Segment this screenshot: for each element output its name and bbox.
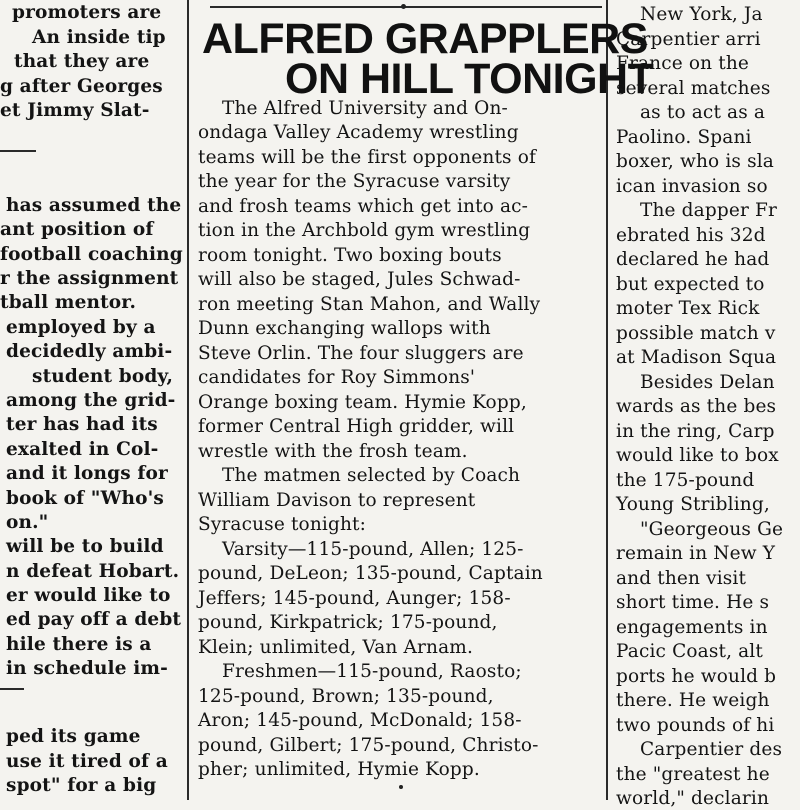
text-line: Paolino. Spani [616,127,752,148]
text-line: remain in New Y [616,543,776,564]
article-line: Syracuse tonight: [198,514,366,535]
end-ornament [399,785,403,789]
article-line: and frosh teams which get into ac- [198,196,529,217]
text-line: decidedly ambi- [6,341,173,362]
text-line: "Georgeous Ge [640,519,784,540]
text-line: g after Georges [0,76,163,97]
rule-ornament [401,4,406,9]
article-line: 125-pound, Brown; 135-pound, [198,686,494,707]
article-line: teams will be the first opponents of [198,147,536,168]
text-line: r the assignment [0,268,179,289]
article-line: Orange boxing team. Hymie Kopp, [198,392,527,413]
article-line: ondaga Valley Academy wrestling [198,122,519,143]
text-line: ports he would b [616,666,777,687]
article-line: Aron; 145-pound, McDonald; 158- [198,710,522,731]
text-line: has assumed the [6,195,182,216]
text-line: moter Tex Rick [616,298,760,319]
article-line: Steve Orlin. The four sluggers are [198,343,524,364]
text-line: in the ring, Carp [616,421,775,442]
text-line: world," declarin [616,788,770,809]
headline-line-2: ON HILL TONIGHT [285,55,654,103]
text-line: declared he had [616,249,770,270]
text-line: promoters are [12,2,162,23]
article-line: The Alfred University and On- [222,98,508,119]
text-line: among the grid- [6,390,176,411]
text-line: boxer, who is sla [616,151,774,172]
text-line: ican invasion so [616,176,768,197]
article-line: Jeffers; 145-pound, Aunger; 158- [198,588,511,609]
text-line: Carpentier des [640,739,783,760]
article-line: candidates for Roy Simmons' [198,367,476,388]
text-line: on." [6,512,49,533]
text-line: the 175-pound [616,470,755,491]
text-line: there. He weigh [616,690,770,711]
text-line: book of "Who's [6,488,164,509]
text-line: use it tired of a [6,751,168,772]
text-line: exalted in Col- [6,439,159,460]
text-line: student body, [32,366,174,387]
article-line: William Davison to represent [198,490,476,511]
text-line: ebrated his 32d [616,225,766,246]
text-line: several matches [616,78,771,99]
text-line: as to act as a [640,102,766,123]
headline-rule [210,6,602,8]
text-line: Besides Delan [640,372,775,393]
article-line: room tonight. Two boxing bouts [198,245,502,266]
column-rule [187,0,189,800]
article-line: pher; unlimited, Hymie Kopp. [198,759,480,780]
text-line: et Jimmy Slat- [0,100,150,121]
text-line: tball mentor. [0,292,137,313]
text-line: short time. He s [616,592,770,613]
text-line: but expected to [616,274,765,295]
text-line: Young Stribling, [616,494,770,515]
text-line: spot" for a big [6,775,157,796]
text-line: The dapper Fr [640,200,777,221]
article-line: wrestle with the frosh team. [198,441,468,462]
text-line: France on the [616,53,749,74]
text-line: will be to build [6,536,164,557]
section-divider [0,688,24,690]
article-line: tion in the Archbold gym wrestling [198,220,531,241]
text-line: n defeat Hobart. [6,561,180,582]
text-line: would like to box [616,445,779,466]
right-column [614,0,800,809]
text-line: ant position of [0,219,154,240]
text-line: two pounds of hi [616,715,775,736]
text-line: wards as the bes [616,396,777,417]
article-line: the year for the Syracuse varsity [198,171,511,192]
text-line: er would like to [6,585,171,606]
article-line: Varsity—115-pound, Allen; 125- [222,539,524,560]
article-line: pound, Gilbert; 175-pound, Christo- [198,735,539,756]
article-column [196,0,654,800]
headline-line-1: ALFRED GRAPPLERS [202,15,648,63]
article-line: Dunn exchanging wallops with [198,318,491,339]
text-line: football coaching [0,244,183,265]
article-line: pound, Kirkpatrick; 175-pound, [198,612,498,633]
text-line: Pacic Coast, alt [616,641,763,662]
left-column [0,0,183,800]
text-line: and then visit [616,568,747,589]
text-line: ed pay off a debt [6,609,182,630]
text-line: possible match v [616,323,776,344]
text-line: hile there is a [6,634,152,655]
text-line: Carpentier arri [616,29,761,50]
article-line: ron meeting Stan Mahon, and Wally [198,294,541,315]
text-line: engagements in [616,617,768,638]
text-line: in schedule im- [6,658,168,679]
article-line: Klein; unlimited, Van Arnam. [198,637,473,658]
text-line: that they are [14,51,150,72]
text-line: at Madison Squa [616,347,777,368]
text-line: An inside tip [32,27,166,48]
article-line: former Central High gridder, will [198,416,515,437]
article-line: The matmen selected by Coach [222,465,521,486]
text-line: ped its game [6,726,141,747]
text-line: ter has had its [6,414,158,435]
text-line: and it longs for [6,463,168,484]
article-line: Freshmen—115-pound, Raosto; [222,661,522,682]
text-line: the "greatest he [616,764,770,785]
section-divider [0,150,36,152]
text-line: employed by a [6,317,156,338]
text-line: New York, Ja [640,4,763,25]
article-line: will also be staged, Jules Schwad- [198,269,521,290]
column-rule [606,0,608,800]
article-line: pound, DeLeon; 135-pound, Captain [198,563,543,584]
